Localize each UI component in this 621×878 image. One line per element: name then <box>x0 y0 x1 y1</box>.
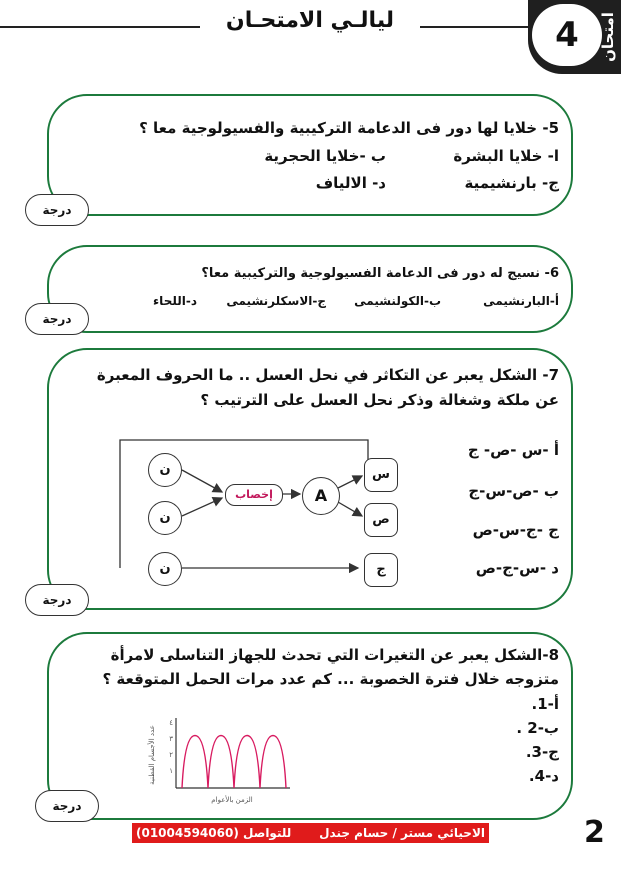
question-6-grade: درجة <box>25 303 89 335</box>
question-6-text: 6- نسيج له دور فى الدعامة الفسيولوجية والتركيبية معا؟ <box>201 266 559 281</box>
question-7-text-line2: عن ملكة وشغالة وذكر نحل العسل على الترتيب ؟ <box>200 391 559 409</box>
corpus-luteum-chart <box>140 710 300 810</box>
question-7-grade: درجة <box>25 584 89 616</box>
chart-ytick-1: ١ <box>169 767 173 775</box>
diagram-node-sad: ص <box>364 503 398 537</box>
question-8-grade: درجة <box>35 790 99 822</box>
question-8-option-c[interactable]: ج-3. <box>525 743 559 761</box>
footer-bar <box>132 823 489 843</box>
diagram-node-n1: ن <box>148 453 182 487</box>
question-6-option-d[interactable]: د-اللحاء <box>153 294 197 308</box>
question-8-option-a[interactable]: أ-1. <box>531 695 559 713</box>
footer-credit: الاحيائي مستر / حسام جندل <box>319 826 485 840</box>
question-5-text: 5- خلايا لها دور فى الدعامة التركيبية والفسيولوجية معا ؟ <box>139 119 559 137</box>
question-6-box <box>47 245 573 333</box>
question-7-text-line1: 7- الشكل يعبر عن التكاثر في نحل العسل .. ما الحروف المعبرة <box>96 366 559 384</box>
question-7-option-a[interactable]: أ -س -ص- ج <box>467 441 559 459</box>
header-line-right <box>420 26 532 28</box>
arrow-n1-pill <box>182 470 222 492</box>
question-6-option-a[interactable]: أ-البارنشيمى <box>483 294 559 308</box>
header-title: ليالـي الامتحـان <box>225 8 395 33</box>
arrow-a-s <box>338 476 362 488</box>
question-7-option-c[interactable]: ج -ج-س-ص <box>472 521 559 539</box>
footer-contact: للتواصل (01004594060) <box>136 826 292 840</box>
question-7-option-b[interactable]: ب -ص-س-ج <box>468 482 559 500</box>
chart-series-line <box>182 736 286 789</box>
question-5-option-d[interactable]: د- الالياف <box>315 174 386 192</box>
question-8-option-d[interactable]: د-4. <box>528 767 559 785</box>
chart-ytick-4: ٤ <box>169 719 173 727</box>
question-5-option-c[interactable]: ج- بارنشيمية <box>464 174 559 192</box>
diagram-node-n3: ن <box>148 552 182 586</box>
diagram-node-n2: ن <box>148 501 182 535</box>
page-number: 2 <box>584 815 605 850</box>
diagram-fertilization-label: إخصاب <box>225 484 283 506</box>
chart-ytick-2: ٢ <box>169 751 173 759</box>
header-line-left <box>0 26 200 28</box>
diagram-node-seen: س <box>364 458 398 492</box>
question-6-option-b[interactable]: ب-الكولنشيمى <box>354 294 441 308</box>
exam-number: 4 <box>532 4 602 66</box>
diagram-node-jeem: ج <box>364 553 398 587</box>
question-6-option-c[interactable]: ج-الاسكلرنشيمى <box>226 294 326 308</box>
exam-word: امتحان <box>599 12 617 62</box>
question-8-text-line1: 8-الشكل يعبر عن التغيرات التي تحدث للجهاز التناسلى لامرأة <box>110 646 559 664</box>
chart-ytick-3: ٣ <box>169 735 173 743</box>
question-5-option-a[interactable]: ا- خلايا البشرة <box>453 147 559 165</box>
arrow-a-sad <box>338 502 362 516</box>
question-5-grade: درجة <box>25 194 89 226</box>
chart-ylabel: عدد الأجسام القطنية <box>148 725 156 785</box>
arrow-n2-pill <box>182 498 222 516</box>
question-7-option-d[interactable]: د -س-ج-ص <box>475 559 559 577</box>
chart-xlabel: الزمن بالأعوام <box>211 796 253 804</box>
diagram-node-a: A <box>302 477 340 515</box>
question-8-option-b[interactable]: ب-2 . <box>516 719 559 737</box>
question-8-text-line2: متزوجه خلال فترة الخصوبة ... كم عدد مرات الحمل المتوقعة ؟ <box>102 670 559 688</box>
question-5-option-b[interactable]: ب -خلايا الحجرية <box>264 147 386 165</box>
